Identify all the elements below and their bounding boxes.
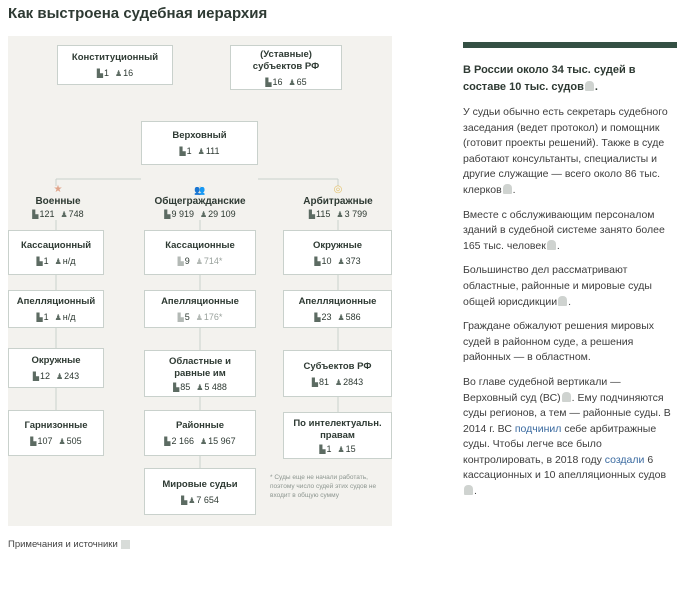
- building-icon: ▙: [181, 495, 188, 505]
- court-stats: ▙12 ♟243: [32, 371, 80, 381]
- court-box-military-district: [8, 348, 104, 388]
- court-name: По интелектуальн. правам: [293, 417, 382, 441]
- branch-arbitration: [293, 184, 383, 219]
- court-name: Окружные: [31, 355, 81, 366]
- building-icon: ▙: [164, 210, 171, 219]
- court-box-arbitration-district: [283, 230, 392, 275]
- court-box-military-garrison: [8, 410, 104, 456]
- court-box-general-cassation: [144, 230, 256, 275]
- sidebar-paragraph: У судьи обычно есть секретарь судебного заседания (ведет протокол) и помощник (готовит проекты решений). Также в суде работают консультанты, специалисты и другие служащие — всего около 86 тыс. клерков .: [463, 106, 668, 196]
- building-icon: ▙: [319, 444, 326, 454]
- court-box-charter: [230, 45, 342, 90]
- court-box-general-magistrate: [144, 468, 256, 515]
- branch-name: Общегражданские: [154, 196, 246, 207]
- court-stats: ▙♟7 654: [181, 494, 219, 505]
- person-icon: ♟: [60, 210, 68, 219]
- court-name: Кассационный: [20, 239, 92, 251]
- court-stats: ▙10 ♟373: [314, 255, 361, 266]
- person-icon: ♟: [199, 437, 208, 446]
- court-name: Мировые судьи: [162, 478, 238, 490]
- court-name: Субъектов РФ: [303, 360, 372, 372]
- building-icon: ▙: [30, 437, 37, 446]
- court-name: Конституционный: [71, 52, 159, 63]
- court-stats: ▙1 ♟н/д: [36, 312, 76, 322]
- court-box-arbitration-ip: [283, 412, 392, 459]
- court-stats: ▙1 ♟16: [96, 68, 134, 78]
- branch-stats: ▙9 919 ♟29 109: [164, 209, 236, 219]
- court-stats: ▙2 166 ♟15 967: [164, 436, 236, 446]
- building-icon: ▙: [177, 313, 184, 322]
- person-icon: [503, 184, 512, 194]
- person-icon: [547, 240, 556, 250]
- branch-name: Арбитражные: [303, 196, 373, 207]
- sidebar-paragraph: Во главе судебной вертикали — Верховный суд (ВС) . Ему подчиняются суды регионов, а тем — районные суды. В 2014 г. ВС подчинил себе арбитражные суды. Чтобы легче все было контролировать, в 2018 году создали 6 кассационных и 10 апелляционных судов.: [463, 375, 671, 498]
- court-box-supreme: [141, 121, 258, 165]
- court-stats: ▙1 ♟15: [319, 443, 356, 454]
- court-stats: ▙1 ♟н/д: [36, 255, 76, 266]
- building-icon: ▙: [164, 437, 171, 446]
- building-icon: ▙: [32, 372, 39, 381]
- court-name: Апелляционный: [16, 296, 96, 307]
- link-subordinated[interactable]: подчинил: [514, 422, 562, 435]
- building-icon: ▙: [314, 313, 321, 322]
- person-icon: ♟: [199, 210, 208, 219]
- person-icon: ♟: [195, 256, 203, 266]
- sidebar-paragraph: Вместе с обслуживающим персоналом зданий в судебной системе занято более 165 тыс. человек .: [463, 208, 665, 252]
- building-icon: ▙: [314, 256, 321, 266]
- building-icon: ▙: [308, 210, 316, 219]
- person-icon: ♟: [197, 147, 205, 156]
- person-icon: [464, 485, 473, 495]
- link-created[interactable]: создали: [604, 453, 645, 466]
- building-icon: ▙: [177, 256, 184, 266]
- court-stats: ▙5 ♟176*: [177, 312, 223, 322]
- court-name: Верховный: [172, 130, 227, 141]
- court-stats: ▙9 ♟714*: [177, 255, 223, 266]
- person-icon: ♟: [196, 382, 204, 392]
- court-stats: ▙23 ♟586: [314, 312, 361, 322]
- court-name: Гарнизонные: [24, 420, 88, 431]
- person-icon: ♟: [337, 444, 345, 454]
- court-name: (Уставные) субъектов РФ: [252, 48, 320, 72]
- people-icon: 👥: [194, 185, 206, 195]
- court-box-arbitration-subjects: [283, 350, 392, 397]
- footnote: * Суды еще не начали работать, поэтому число судей этих судов не входит в общую сумму: [270, 474, 377, 499]
- building-icon: ▙: [36, 256, 43, 266]
- branch-stats: ▙115 ♟3 799: [308, 209, 368, 219]
- person-icon: ♟: [195, 313, 203, 322]
- notes-and-sources-toggle[interactable]: Примечания и источники: [8, 539, 130, 550]
- person-icon: ♟: [336, 210, 344, 219]
- court-stats: ▙85 ♟5 488: [173, 381, 227, 392]
- coin-icon: ◎: [333, 184, 343, 195]
- person-icon: ♟: [337, 313, 345, 322]
- person-icon: ♟: [54, 256, 62, 266]
- court-name: Апелляционные: [161, 296, 239, 307]
- building-icon: ▙: [179, 147, 186, 156]
- court-name: Окружные: [312, 239, 363, 251]
- person-icon: ♟: [58, 437, 66, 446]
- person-icon: ♟: [337, 256, 345, 266]
- building-icon: ▙: [265, 77, 272, 87]
- court-name: Районные: [175, 420, 224, 431]
- expand-icon: [121, 540, 130, 549]
- court-box-general-regional: [144, 350, 256, 397]
- court-box-general-district: [144, 410, 256, 456]
- branch-name: Военные: [35, 196, 81, 207]
- building-icon: ▙: [32, 210, 39, 219]
- person-icon: [558, 296, 567, 306]
- branch-stats: ▙121 ♟748: [32, 209, 84, 219]
- building-icon: ▙: [311, 377, 318, 387]
- court-box-military-cassation: [8, 230, 104, 275]
- court-box-arbitration-appeal: [283, 290, 392, 328]
- court-box-constitutional: [57, 45, 173, 85]
- court-hierarchy-diagram: [8, 36, 392, 526]
- person-icon: ♟: [54, 313, 62, 322]
- star-icon: ★: [53, 184, 63, 195]
- person-icon: ♟: [55, 372, 64, 381]
- person-icon: ♟: [334, 377, 343, 387]
- page-title: Как выстроена судебная иерархия: [8, 5, 268, 22]
- person-icon: [562, 392, 571, 402]
- branch-general: [140, 184, 260, 219]
- court-box-general-appeal: [144, 290, 256, 328]
- court-stats: ▙16 ♟65: [265, 76, 307, 87]
- person-icon: ♟: [288, 77, 296, 87]
- sidebar-text: [463, 42, 677, 500]
- court-name: Апелляционные: [298, 296, 377, 307]
- court-box-military-appeal: [8, 290, 104, 328]
- branch-military: [13, 184, 103, 219]
- building-icon: ▙: [36, 313, 43, 322]
- sidebar-lead: В России около 34 тыс. судей в составе 10 тыс. судов .: [463, 64, 636, 93]
- sidebar-paragraph: Граждане обжалуют решения мировых судей в районном суде, а решения районных — в областном.: [463, 320, 655, 364]
- court-name: Областные и равные им: [169, 355, 231, 379]
- sidebar-rule: [463, 42, 677, 48]
- court-stats: ▙107 ♟505: [30, 436, 82, 446]
- person-icon: [585, 81, 594, 91]
- building-icon: ▙: [96, 69, 103, 78]
- court-stats: ▙81 ♟2843: [311, 376, 364, 387]
- person-icon: ♟: [188, 495, 196, 505]
- building-icon: ▙: [173, 382, 180, 392]
- person-icon: ♟: [114, 69, 123, 78]
- court-name: Кассационные: [165, 239, 235, 251]
- sidebar-paragraph: Большинство дел рассматривают областные, районные и мировые суды общей юрисдикции .: [463, 264, 652, 308]
- court-stats: ▙1 ♟111: [179, 146, 220, 156]
